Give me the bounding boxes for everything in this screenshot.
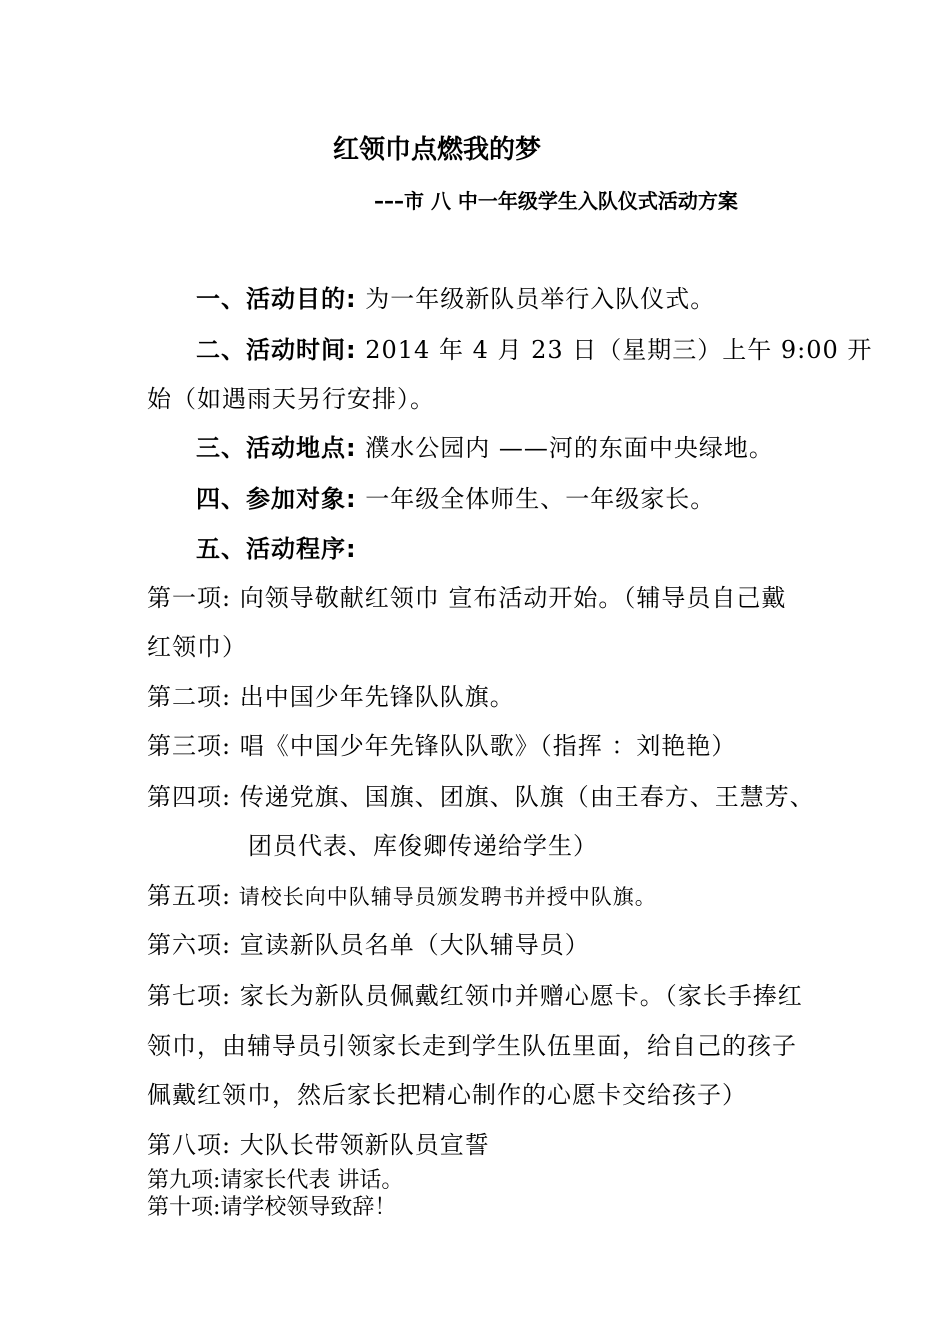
section-label: 四、参加对象: xyxy=(196,485,357,513)
program-item-2 xyxy=(147,682,515,712)
program-item-7-continuation-2: 佩戴红领巾，然后家长把精心制作的心愿卡交给孩子） xyxy=(147,1081,747,1109)
program-item-5 xyxy=(147,881,657,912)
program-item-6 xyxy=(147,930,590,960)
section-label: 二、活动时间: xyxy=(196,336,357,364)
program-item-3 xyxy=(147,731,736,761)
item-text: 宣读新队员名单（大队辅导员） xyxy=(231,931,590,959)
section-text: 为一年级新队员举行入队仪式。 xyxy=(356,285,716,313)
item-label: 第一项: xyxy=(147,584,232,612)
item-label: 第六项: xyxy=(147,931,232,959)
item-text: 出中国少年先锋队队旗。 xyxy=(231,683,515,711)
section-label: 五、活动程序: xyxy=(196,535,357,563)
section-purpose xyxy=(196,284,715,314)
item-label: 第四项: xyxy=(147,783,232,811)
section-time xyxy=(196,335,872,365)
program-item-4-continuation: 团员代表、库俊卿传递给学生） xyxy=(248,832,598,860)
program-item-1 xyxy=(147,583,786,613)
program-item-1-continuation: 红领巾） xyxy=(147,633,247,661)
item-label: 第十项: xyxy=(147,1195,221,1220)
item-text: 家长为新队员佩戴红领巾并赠心愿卡。（家长手捧红 xyxy=(231,982,803,1010)
section-program xyxy=(196,534,357,564)
section-location xyxy=(196,433,774,463)
section-participants xyxy=(196,484,715,514)
item-text: 大队长带领新队员宣誓 xyxy=(231,1131,490,1159)
document-title: 红领巾点燃我的梦 xyxy=(333,135,542,165)
program-item-9 xyxy=(147,1168,403,1194)
item-label: 第八项: xyxy=(147,1131,232,1159)
item-text: 请家长代表 讲话。 xyxy=(220,1168,404,1193)
item-text: 向领导敬献红领巾 宣布活动开始。（辅导员自己戴 xyxy=(231,584,787,612)
section-text: 一年级全体师生、一年级家长。 xyxy=(356,485,716,513)
item-text: 唱《中国少年先锋队队歌》（指挥 ：刘艳艳） xyxy=(231,732,737,760)
program-item-8 xyxy=(147,1130,490,1160)
program-item-7-continuation: 领巾，由辅导员引领家长走到学生队伍里面，给自己的孩子 xyxy=(147,1032,797,1060)
program-item-10 xyxy=(147,1195,396,1221)
section-label: 三、活动地点: xyxy=(196,434,357,462)
program-item-4 xyxy=(147,782,815,812)
item-label: 第三项: xyxy=(147,732,232,760)
section-text: 濮水公园内 ——河的东面中央绿地。 xyxy=(356,434,774,462)
section-label: 一、活动目的: xyxy=(196,285,357,313)
section-text: 2014 年 4 月 23 日（星期三）上午 9:00 开 xyxy=(356,336,873,364)
item-text: 请学校领导致辞！ xyxy=(220,1195,397,1220)
item-label: 第二项: xyxy=(147,683,232,711)
program-item-7 xyxy=(147,981,803,1011)
item-text: 请校长向中队辅导员颁发聘书并授中队旗。 xyxy=(231,885,657,909)
item-label: 第七项: xyxy=(147,982,232,1010)
item-label: 第九项: xyxy=(147,1168,221,1193)
item-label: 第五项: xyxy=(147,882,232,910)
item-text: 传递党旗、国旗、团旗、队旗（由王春方、王慧芳、 xyxy=(231,783,815,811)
section-time-continuation: 始（如遇雨天另行安排）。 xyxy=(147,385,435,413)
document-subtitle: –––市 八 中一年级学生入队仪式活动方案 xyxy=(374,189,738,213)
